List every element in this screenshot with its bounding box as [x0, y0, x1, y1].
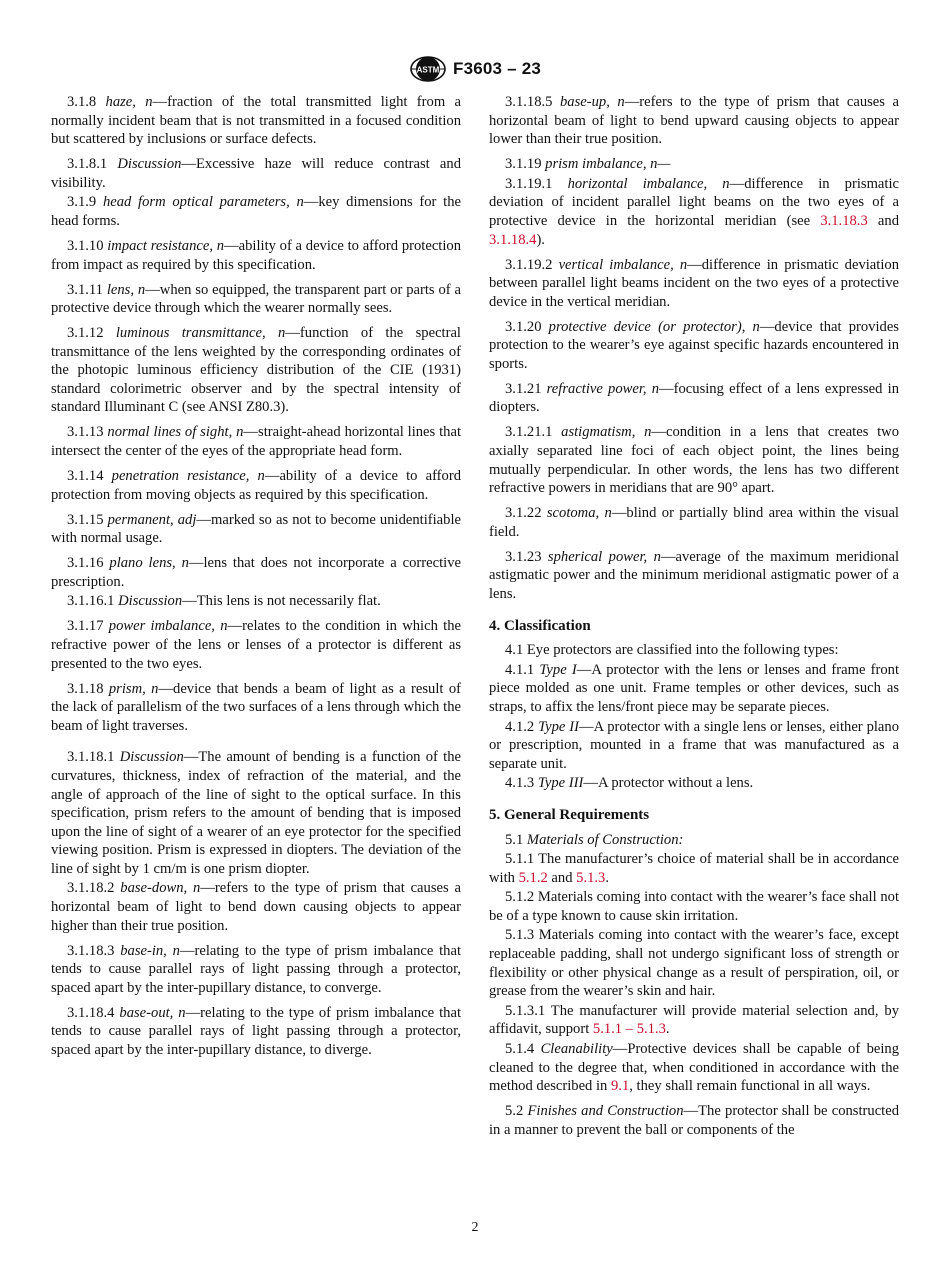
clause-5-1-4: 5.1.4 Cleanability—Protective devices shall be capable of being cleaned to the degree that, when conditioned in accordance with the method described in 9.1, they shall remain functional in all ways. [489, 1041, 899, 1095]
definition-3-1-15: 3.1.15 permanent, adj—marked so as not to become unidentifiable with normal usage. [51, 511, 461, 547]
definition-3-1-18-5: 3.1.18.5 base-up, n—refers to the type of prism that causes a horizontal beam of light to bend upward causing objects to appear lower than their true position. [489, 94, 899, 148]
clause-5-1-3: 5.1.3 Materials coming into contact with the wearer’s face, except replaceable padding, shall not undergo significant loss of strength or flexibility or other physical change as a result of perspiration, oil, or grease from the wearer’s skin and hair. [489, 927, 899, 1000]
definition-3-1-9: 3.1.9 head form optical parameters, n—key dimensions for the head forms. [51, 194, 461, 229]
definition-3-1-21-1: 3.1.21.1 astigmatism, n—condition in a lens that creates two axially separated line foci of each object point, the lines being mutually perpendicular. In other words, the lens has two different refractive powers in meridians that are 90° apart. [489, 424, 899, 497]
definition-3-1-8-1: 3.1.8.1 Discussion—Excessive haze will reduce contrast and visibility. [51, 156, 461, 191]
definition-3-1-19-2: 3.1.19.2 vertical imbalance, n—difference in prismatic deviation between parallel light beams incident on the two eyes of a protective device in the vertical meridian. [489, 256, 899, 310]
definition-3-1-13: 3.1.13 normal lines of sight, n—straight-ahead horizontal lines that intersect the center of the eyes of the appropriate head form. [51, 424, 462, 460]
definition-3-1-23: 3.1.23 spherical power, n—average of the maximum meridional astigmatic power and the minimum meridional astigmatic power of a lens. [489, 548, 900, 602]
clause-5-1-1: 5.1.1 The manufacturer’s choice of material shall be in accordance with 5.1.2 and 5.1.3. [489, 851, 899, 886]
clause-4-1-1: 4.1.1 Type I—A protector with the lens or lenses and frame front piece molded as one unit. Frame temples or other devices, such as straps, to affix the lens/front piece may be separate pieces. [489, 661, 899, 715]
definition-3-1-12: 3.1.12 luminous transmittance, n—function of the spectral transmittance of the lens weighted by the corresponding ordinates of the photopic luminous efficiency distribution of the CIE (1931) standard colorimetric observer and by the spectral intensity of standard Illuminant C (see ANSI Z80.3). [51, 325, 461, 416]
left-column [51, 93, 461, 1066]
standard-designation: F3603 – 23 [452, 59, 541, 78]
xref-5-1-1-to-5-1-3[interactable]: 5.1.1 – 5.1.3 [592, 1021, 666, 1038]
xref-3-1-18-4[interactable]: 3.1.18.4 [489, 231, 537, 248]
xref-3-1-18-3[interactable]: 3.1.18.3 [820, 212, 868, 229]
page-header [0, 56, 950, 82]
definition-3-1-19-1: 3.1.19.1 horizontal imbalance, n—difference in prismatic deviation of incident parallel light beams on the two eyes of a protective device in the horizontal meridian (see 3.1.18.3 and 3.1.18.4). [489, 175, 899, 248]
clause-4-1: 4.1 Eye protectors are classified into the following types: [505, 642, 839, 659]
definition-3-1-18: 3.1.18 prism, n—device that bends a beam of light as a result of the lack of parallelism of the two surfaces of a lens through which the beam of light traverses. [51, 680, 461, 734]
definition-3-1-14: 3.1.14 penetration resistance, n—ability of a device to afford protection from moving objects as required by this specification. [51, 468, 461, 503]
definition-3-1-16-1: 3.1.16.1 Discussion—This lens is not necessarily flat. [67, 593, 381, 610]
section-5-heading: 5. General Requirements [489, 806, 650, 823]
definition-3-1-18-3: 3.1.18.3 base-in, n—relating to the type of prism imbalance that tends to cause parallel rays of light passing through a protector, spaced apart by the inter-pupillary distance, to converge. [51, 942, 462, 996]
xref-5-1-3[interactable]: 5.1.3 [576, 869, 606, 886]
xref-5-1-2[interactable]: 5.1.2 [518, 869, 548, 886]
svg-text:ASTM: ASTM [416, 65, 440, 75]
clause-5-1-2: 5.1.2 Materials coming into contact with the wearer’s face shall not be of a type known to cause skin irritation. [489, 889, 899, 924]
definition-3-1-18-1: 3.1.18.1 Discussion—The amount of bending is a function of the curvatures, thickness, index of refraction of the material, and the angle of approach of the line of sight to the optical surface. In this specification, prism refers to the amount of bending that is imposed upon the line of sight of a wearer of an eye protector for the specified viewing position. Prism is expressed in diopters. The deviation of the line of sight by 1 cm/m is one prism diopter. [51, 749, 462, 877]
definition-3-1-8: 3.1.8 haze, n—fraction of the total transmitted light from a normally incident beam that is not transmitted in a focused condition but scattered by inclusions or surface defects. [51, 94, 461, 148]
definition-3-1-22: 3.1.22 scotoma, n—blind or partially blind area within the visual field. [489, 505, 899, 540]
definition-3-1-10: 3.1.10 impact resistance, n—ability of a device to afford protection from impact as required by this specification. [51, 237, 461, 273]
xref-9-1[interactable]: 9.1 [611, 1078, 630, 1095]
clause-4-1-2: 4.1.2 Type II—A protector with a single lens or lenses, either plano or prescription, mounted in a frame that was manufactured as a separate unit. [489, 718, 899, 772]
definition-3-1-17: 3.1.17 power imbalance, n—relates to the condition in which the refractive power of the lens or lenses of a protector is different as presented to the two eyes. [51, 618, 461, 672]
page-number: 2 [471, 1220, 479, 1235]
right-column [489, 93, 899, 1146]
clause-5-1-3-1: 5.1.3.1 The manufacturer will provide material selection and, by affidavit, support 5.1.1 – 5.1.3. [489, 1002, 899, 1038]
definition-3-1-18-2: 3.1.18.2 base-down, n—refers to the type of prism that causes a horizontal beam of light to bend down causing objects to appear higher than their true position. [51, 880, 461, 934]
definition-3-1-19: 3.1.19 prism imbalance, n— [505, 156, 671, 173]
definition-3-1-11: 3.1.11 lens, n—when so equipped, the transparent part or parts of a protective device through which the wearer normally sees. [51, 281, 461, 317]
astm-logo-icon [409, 56, 447, 82]
clause-4-1-3: 4.1.3 Type III—A protector without a lens. [505, 775, 754, 792]
definition-3-1-21: 3.1.21 refractive power, n—focusing effect of a lens expressed in diopters. [489, 380, 899, 416]
clause-5-2: 5.2 Finishes and Construction—The protector shall be constructed in a manner to prevent the ball or components of the [489, 1103, 900, 1138]
section-4-heading: 4. Classification [489, 617, 591, 634]
definition-3-1-18-4: 3.1.18.4 base-out, n—relating to the type of prism imbalance that tends to cause parallel rays of light passing through a protector, spaced apart by the inter-pupillary distance, to diverge. [51, 1004, 461, 1058]
definition-3-1-16: 3.1.16 plano lens, n—lens that does not incorporate a corrective prescription. [51, 555, 461, 590]
clause-5-1: 5.1 Materials of Construction: [505, 831, 684, 848]
definition-3-1-20: 3.1.20 protective device (or protector), n—device that provides protection to the wearer’s eye against specific hazards encountered in sports. [489, 318, 899, 372]
